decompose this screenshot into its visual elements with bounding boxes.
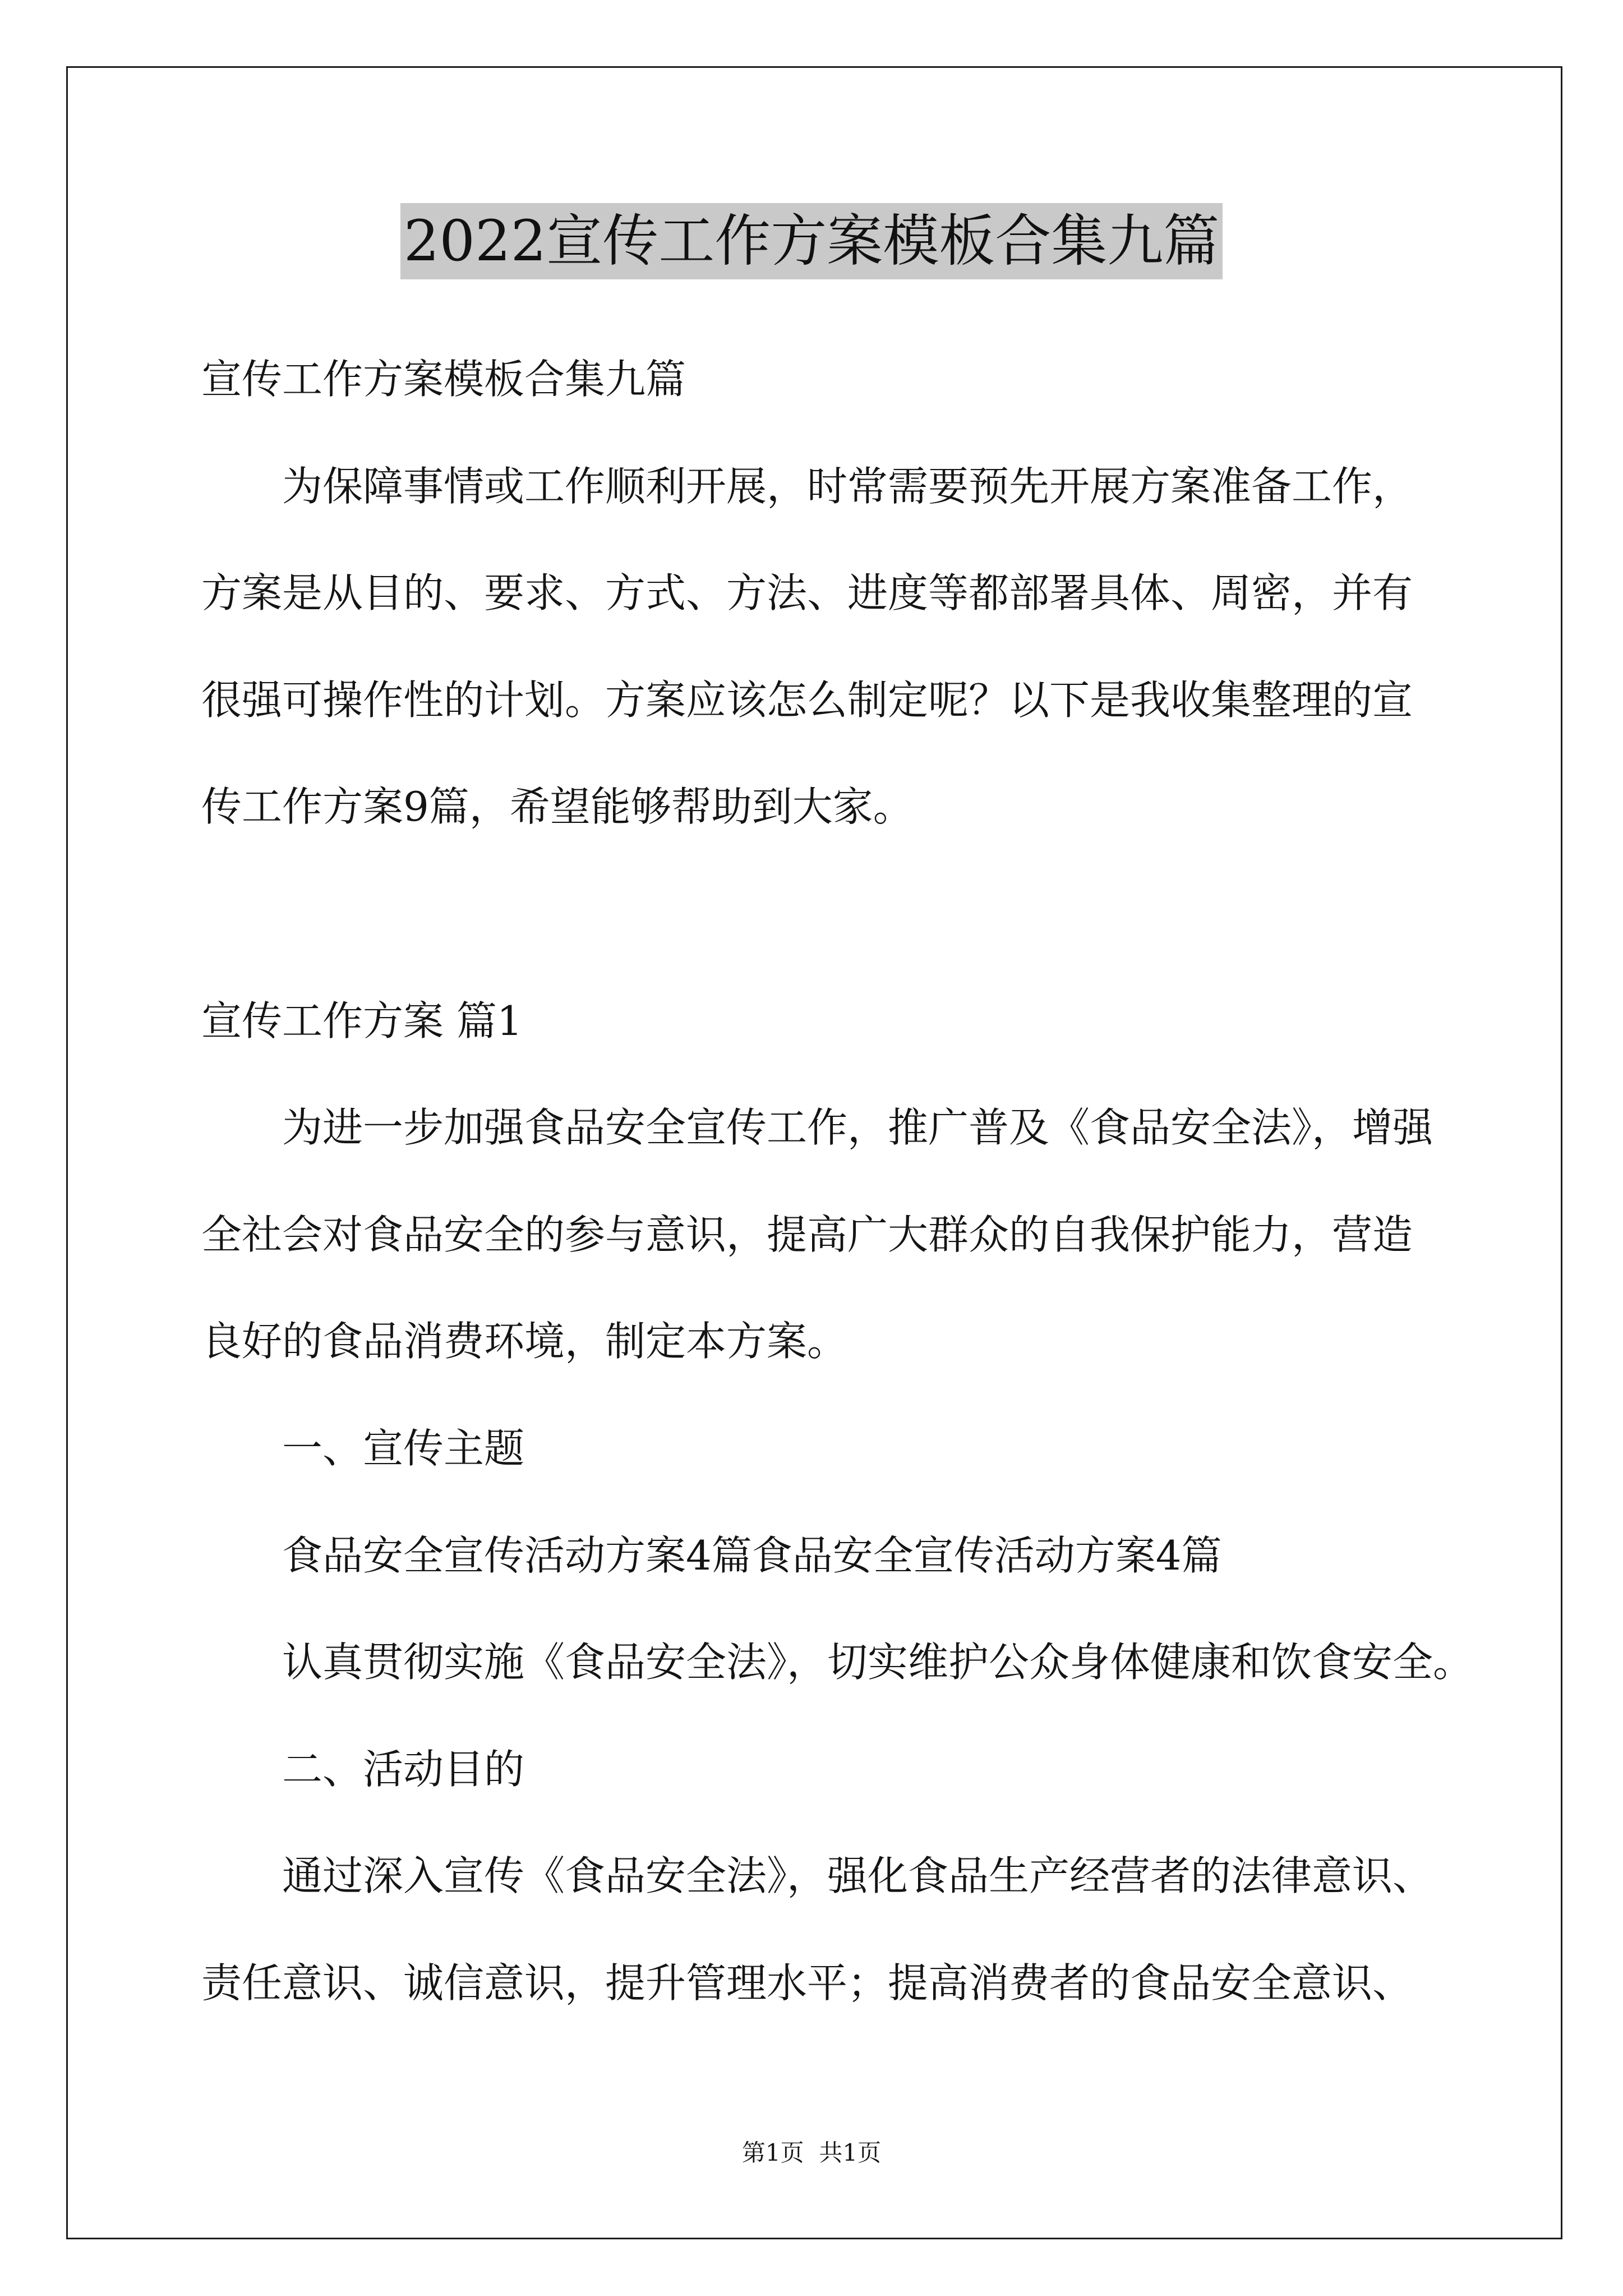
section-heading: 宣传工作方案 篇1 <box>201 997 523 1045</box>
subheading: 二、活动目的 <box>282 1745 525 1793</box>
paragraph-line: 方案是从目的、要求、方式、方法、进度等都部署具体、周密，并有 <box>201 569 1413 617</box>
paragraph-line: 通过深入宣传《食品安全法》，强化食品生产经营者的法律意识、 <box>282 1852 1433 1900</box>
title-container <box>0 203 1623 279</box>
paragraph-line: 为进一步加强食品安全宣传工作，推广普及《食品安全法》，增强 <box>282 1104 1433 1152</box>
paragraph-line: 责任意识、诚信意识，提升管理水平；提高消费者的食品安全意识、 <box>201 1959 1413 2007</box>
document-title: 2022宣传工作方案模板合集九篇 <box>400 203 1223 279</box>
paragraph-line: 良好的食品消费环境，制定本方案。 <box>201 1318 848 1365</box>
document-body <box>201 326 1536 2037</box>
paragraph-line: 全社会对食品安全的参与意识，提高广大群众的自我保护能力，营造 <box>201 1211 1413 1258</box>
subheading: 一、宣传主题 <box>282 1424 525 1472</box>
intro-heading: 宣传工作方案模板合集九篇 <box>201 356 686 403</box>
paragraph-line: 很强可操作性的计划。方案应该怎么制定呢？以下是我收集整理的宣 <box>201 676 1413 724</box>
page-footer: 第1页 共1页 <box>741 2139 882 2166</box>
paragraph-line: 认真贯彻实施《食品安全法》，切实维护公众身体健康和饮食安全。 <box>282 1639 1474 1686</box>
paragraph-line: 食品安全宣传活动方案4篇食品安全宣传活动方案4篇 <box>282 1531 1222 1579</box>
blank-line <box>201 861 1536 968</box>
paragraph-line: 传工作方案9篇，希望能够帮助到大家。 <box>201 783 914 831</box>
paragraph-line: 为保障事情或工作顺利开展，时常需要预先开展方案准备工作， <box>282 462 1413 510</box>
